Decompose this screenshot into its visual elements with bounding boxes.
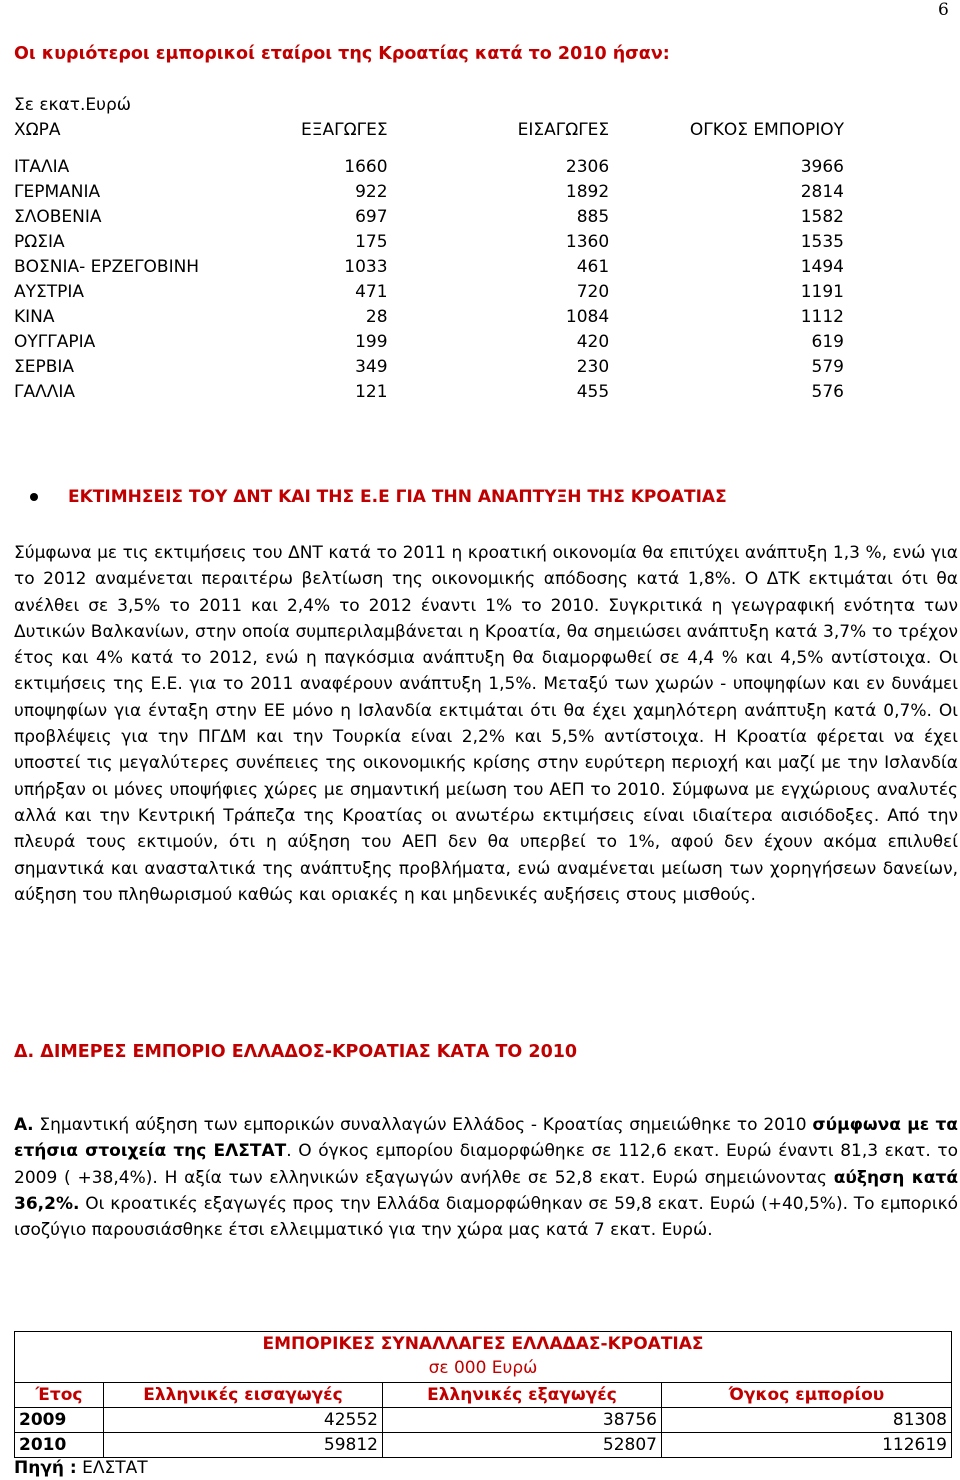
table-row — [14, 154, 844, 179]
volume-cell: 1535 — [800, 231, 844, 252]
table-row — [14, 179, 844, 204]
trade-table-body — [14, 154, 844, 404]
table-row — [14, 379, 844, 404]
volume-cell: 2814 — [800, 181, 844, 202]
col-header-year: Έτος — [15, 1383, 104, 1408]
year-cell: 2009 — [15, 1408, 104, 1433]
imports-cell: 1360 — [565, 231, 610, 252]
imports-cell: 455 — [576, 381, 610, 402]
volume-cell: 579 — [811, 356, 844, 377]
col-header-exports: ΕΞΑΓΩΓΕΣ — [301, 120, 388, 140]
exports-cell: 349 — [355, 356, 388, 377]
source-note — [14, 1458, 148, 1478]
table-row — [15, 1433, 952, 1458]
imports-cell: 1892 — [565, 181, 610, 202]
greece-croatia-trade-table — [14, 1331, 952, 1458]
exports-cell: 175 — [355, 231, 388, 252]
table-row — [14, 329, 844, 354]
col-header-imports: ΕΙΣΑΓΩΓΕΣ — [517, 120, 610, 140]
bilateral-trade-heading: Δ. ΔΙΜΕΡΕΣ ΕΜΠΟΡΙΟ ΕΛΛΑΔΟΣ-ΚΡΟΑΤΙΑΣ ΚΑΤΑ ΤΟ 2010 — [14, 1042, 578, 1062]
exports-cell: 697 — [355, 206, 388, 227]
imports-cell: 461 — [576, 256, 610, 277]
country-cell: ΚΙΝΑ — [14, 306, 55, 327]
greek-exports-cell: 52807 — [383, 1433, 662, 1458]
country-cell: ΑΥΣΤΡΙΑ — [14, 281, 85, 302]
greek-table-title: ΕΜΠΟΡΙΚΕΣ ΣΥΝΑΛΛΑΓΕΣ ΕΛΛΑΔΑΣ-ΚΡΟΑΤΙΑΣ — [262, 1334, 704, 1354]
volume-cell: 3966 — [800, 156, 844, 177]
imf-section-heading: ΕΚΤΙΜΗΣΕΙΣ ΤΟΥ ΔΝΤ ΚΑΙ ΤΗΣ Ε.Ε ΓΙΑ ΤΗΝ ΑΝΑΠΤΥΞΗ ΤΗΣ ΚΡΟΑΤΙΑΣ — [68, 487, 727, 507]
imports-cell: 1084 — [565, 306, 610, 327]
col-header-volume: ΟΓΚΟΣ ΕΜΠΟΡΙΟΥ — [689, 120, 844, 140]
trade-volume-cell: 81308 — [662, 1408, 952, 1433]
volume-cell: 1112 — [800, 306, 844, 327]
greek-table-header-row — [15, 1383, 952, 1408]
exports-cell: 471 — [355, 281, 388, 302]
text-segment-3: Οι κροατικές εξαγωγές προς την Ελλάδα διαμορφώθηκαν σε 59,8 εκατ. Ευρώ (+40,5%). Το εμπορικό ισοζύγιο παρουσιάσθηκε έτσι ελλειμματικό για την χώρα μας κατά 7 εκατ. Ευρώ. — [14, 1193, 958, 1241]
table-row — [15, 1408, 952, 1433]
text-segment-2: . Ο όγκος εμπορίου διαμορφώθηκε σε 112,6 εκατ. Ευρώ έναντι 81,3 εκατ. το 2009 ( +38,4%). Η αξία των ελληνικών εξαγωγών ανήλθε σε 52,8 εκατ. Ευρώ σημειώνοντας — [14, 1141, 958, 1188]
exports-cell: 1660 — [344, 156, 388, 177]
volume-cell: 1494 — [800, 256, 844, 277]
country-cell: ΓΕΡΜΑΝΙΑ — [14, 181, 101, 202]
col-header-country: ΧΩΡΑ — [14, 120, 61, 140]
exports-cell: 1033 — [344, 256, 388, 277]
table-row — [14, 254, 844, 279]
imports-cell: 720 — [576, 281, 610, 302]
text-segment-1: Σημαντική αύξηση των εμπορικών συναλλαγών Ελλάδος - Κροατίας σημειώθηκε το 2010 — [33, 1115, 813, 1135]
trade-table-header-row — [14, 118, 844, 154]
table-row — [14, 354, 844, 379]
volume-cell: 1191 — [800, 281, 844, 302]
country-cell: ΡΩΣΙΑ — [14, 231, 65, 252]
imports-cell: 2306 — [565, 156, 610, 177]
greek-exports-cell: 38756 — [383, 1408, 662, 1433]
bold-segment-2: αύξηση κατά 36,2%. — [14, 1167, 958, 1214]
exports-cell: 199 — [355, 331, 388, 352]
imf-paragraph: Σύμφωνα με τις εκτιμήσεις του ΔΝΤ κατά το 2011 η κροατική οικονομία θα επιτύχει ανάπτυξη 1,3 %, ενώ για το 2012 αναμένεται περαιτέρω βελτίωση της οικονομικής απόδοσης κατά 1,8%. Ο ΔΤΚ εκτιμάται ότι θα ανέλθει σε 3,5% το 2011 και 2,4% το 2012 έναντι 1% το 2010. Συγκριτικά η γεωγραφική ενότητα των Δυτικών Βαλκανίων, στην οποία συμπεριλαμβάνεται η Κροατία, θα σημειώσει ανάπτυξη κατά 3,7% το τρέχον έτος και 4% κατά το 2012, ενώ η παγκόσμια ανάπτυξη θα διαμορφωθεί σε 4,4 % και 4,5% αντίστοιχα. Οι εκτιμήσεις της Ε.Ε. για το 2011 αναφέρουν ανάπτυξη 1,5%. Μεταξύ των χωρών - υποψηφίων και εν δυνάμει υποψηφίων για ένταξη στην ΕΕ μόνο η Ισλανδία εκτιμάται ότι θα έχει χαμηλότερη ανάπτυξη κατά 0,7%. Οι προβλέψεις για την ΠΓΔΜ και την Τουρκία είναι 2,2% και 5,5% αντίστοιχα. Η Κροατία φέρεται να έχει υποστεί τις μεγαλύτερες συνέπειες της οικονομικής κρίσης στην ευρύτερη περιοχή και μαζί με την Ισλανδία υπήρξαν οι μόνες υποψήφιες χώρες με σημαντική μείωση του ΑΕΠ το 2010. Σύμφωνα με εγχώριους αναλυτές αλλά και την Κεντρική Τράπεζα της Κροατίας οι ανωτέρω εκτιμήσεις είναι ιδιαίτερα αισιόδοξες. Από την πλευρά τους εκτιμούν, ότι η αύξηση του ΑΕΠ δεν θα υπερβεί το 1%, αφού δεν έχουν ακόμα επιλυθεί σημαντικά και ανασταλτικά της ανάπτυξης προβλήματα, ενώ αναμένεται μείωση των χορηγήσεων δανείων, αύξηση του πληθωρισμού καθώς και οριακές η και μηδενικές αυξήσεις στους μισθούς. — [14, 543, 958, 905]
volume-cell: 619 — [811, 331, 844, 352]
imports-cell: 885 — [576, 206, 610, 227]
volume-cell: 576 — [811, 381, 844, 402]
greek-imports-cell: 42552 — [104, 1408, 383, 1433]
country-cell: ΟΥΓΓΑΡΙΑ — [14, 331, 96, 352]
exports-cell: 922 — [355, 181, 388, 202]
col-header-trade-volume: Όγκος εμπορίου — [662, 1383, 952, 1408]
page-number: 6 — [938, 0, 949, 20]
table-row — [14, 229, 844, 254]
col-header-greek-exports: Ελληνικές εξαγωγές — [383, 1383, 662, 1408]
bullet-icon — [30, 493, 38, 501]
unit-label: Σε εκατ.Ευρώ — [14, 95, 131, 115]
exports-cell: 121 — [355, 381, 388, 402]
greek-table-title-cell — [15, 1332, 952, 1383]
country-cell: ΣΛΟΒΕΝΙΑ — [14, 206, 102, 227]
country-cell: ΓΑΛΛΙΑ — [14, 381, 76, 402]
bold-segment-1: σύμφωνα με τα ετήσια στοιχεία της ΕΛΣΤΑΤ — [14, 1115, 958, 1162]
source-value: ΕΛΣΤΑΤ — [76, 1458, 148, 1478]
country-cell: ΙΤΑΛΙΑ — [14, 156, 70, 177]
volume-cell: 1582 — [800, 206, 844, 227]
year-cell: 2010 — [15, 1433, 104, 1458]
table-row — [14, 204, 844, 229]
source-label: Πηγή : — [14, 1458, 77, 1478]
col-header-greek-imports: Ελληνικές εισαγωγές — [104, 1383, 383, 1408]
greek-table-title-row — [15, 1332, 952, 1383]
intro-title: Οι κυριότεροι εμπορικοί εταίροι της Κροατίας κατά το 2010 ήσαν: — [14, 44, 670, 64]
country-cell: ΒΟΣΝΙΑ- ΕΡΖΕΓΟΒΙΝΗ — [14, 256, 200, 277]
imports-cell: 230 — [576, 356, 610, 377]
country-cell: ΣΕΡΒΙΑ — [14, 356, 75, 377]
greek-imports-cell: 59812 — [104, 1433, 383, 1458]
bilateral-trade-paragraph — [14, 1112, 958, 1243]
greek-table-subtitle: σε 000 Ευρώ — [428, 1358, 538, 1378]
imports-cell: 420 — [576, 331, 610, 352]
table-row — [14, 304, 844, 329]
exports-cell: 28 — [365, 306, 388, 327]
trade-volume-cell: 112619 — [662, 1433, 952, 1458]
trade-partners-table — [14, 118, 844, 404]
table-row — [14, 279, 844, 304]
paragraph-label-a: Α. — [14, 1115, 34, 1135]
